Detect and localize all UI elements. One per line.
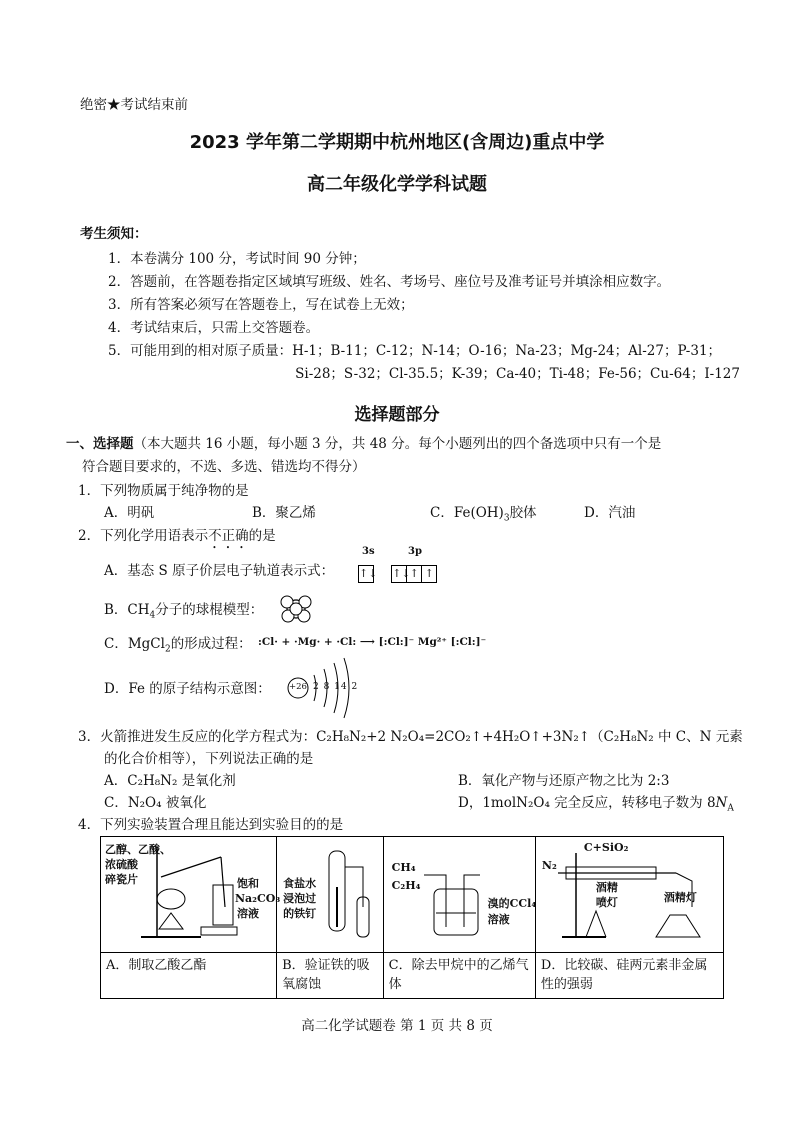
section-title: 选择题部分 — [354, 405, 440, 425]
exam-title: 2023 学年第二学期期中杭州地区(含周边)重点中学 — [189, 132, 605, 153]
notice-item: 1．本卷满分 100 分，考试时间 90 分钟； — [108, 251, 366, 267]
apparatus-d-caption: D．比较碳、硅两元素非金属性的强弱 — [535, 953, 723, 999]
ester-apparatus-icon — [101, 837, 277, 952]
q2-option-c: C．MgCl$_2$的形成过程： — [104, 636, 252, 655]
part1-desc: （本大题共 16 小题，每小题 3 分，共 48 分。每个小题列出的四个备选项中只有一个是 — [133, 436, 662, 452]
apparatus-a-caption: A．制取乙酸乙酯 — [101, 953, 277, 999]
q1-stem: 1．下列物质属于纯净物的是 — [78, 483, 249, 499]
q1-option-c: C．$Fe(OH)_3$胶体 — [430, 505, 537, 524]
q3-option-d: D，1molN₂O₄ 完全反应，转移电子数为 $8N_A$ — [458, 795, 734, 814]
orbital-box: ↑ — [421, 565, 437, 583]
apparatus-b-image: 食盐水 浸泡过 的铁钉 — [277, 837, 384, 953]
q3-stem-1: 3．火箭推进发生反应的化学方程式为：C₂H₈N₂+2 N₂O₄=2CO₂↑+4H₂O↑+3N₂↑（C₂H₈N₂ 中 C、N 元素 — [78, 729, 743, 745]
apparatus-a-image: 乙醇、乙酸、 浓硫酸 碎瓷片 饱和 Na₂CO₃ 溶液 — [101, 837, 277, 953]
notice-item: Si-28；S-32；Cl-35.5；K-39；Ca-40；Ti-48；Fe-56；Cu-64；I-127 — [295, 366, 740, 382]
apparatus-d-image: N₂ C+SiO₂ 酒精 喷灯 酒精灯 — [535, 837, 723, 953]
iron-corrosion-icon — [277, 837, 383, 952]
apparatus-table — [100, 836, 724, 999]
q1-option-b: B．聚乙烯 — [252, 505, 316, 521]
part1-intro — [66, 435, 661, 453]
orbital-box: ↑↓ — [358, 565, 374, 583]
part1-label: 一、选择题 — [66, 436, 134, 452]
exam-subtitle: 高二年级化学学科试题 — [307, 174, 487, 195]
part1-desc-2: 符合题目要求的，不选、多选、错选均不得分） — [82, 459, 366, 475]
orbital-3s-label: 3s — [362, 546, 375, 557]
gas-wash-bottle-icon — [384, 837, 536, 952]
orbital-box: ↑ — [406, 565, 422, 583]
q2-stem: 2．下列化学用语表示不正确的是 — [78, 528, 276, 544]
q1-option-a: A．明矾 — [104, 505, 155, 521]
orbital-box: ↑↓ — [391, 565, 407, 583]
q2-option-a: A．基态 S 原子价层电子轨道表示式： — [104, 563, 335, 579]
ball-stick-model-icon — [276, 592, 316, 626]
apparatus-b-caption: B．验证铁的吸氧腐蚀 — [277, 953, 384, 999]
q2-emphasis: 不正确 — [208, 528, 249, 544]
atom-nucleus: +26 — [289, 682, 307, 692]
apparatus-c-image: CH₄ C₂H₄ 溴的CCl₄ 溶液 — [383, 837, 535, 953]
mgcl2-formation: :Cl· + ·Mg· + ·Cl: ⟶ [:Cl:]⁻ Mg²⁺ [:Cl:]⁻ — [258, 636, 487, 648]
q4-stem: 4．下列实验装置合理且能达到实验目的的是 — [78, 817, 344, 833]
notice-item: 3．所有答案必须写在答题卷上，写在试卷上无效； — [108, 297, 414, 313]
notice-item: 4．考试结束后，只需上交答题卷。 — [108, 320, 320, 336]
q3-stem-2: 的化合价相等），下列说法正确的是 — [104, 751, 314, 767]
q1-option-d: D．汽油 — [584, 505, 636, 521]
orbital-3p-label: 3p — [408, 546, 422, 557]
q2-option-b: B．$CH_4$分子的球棍模型： — [104, 602, 264, 621]
q3-option-b: B．氧化产物与还原产物之比为 2:3 — [458, 773, 670, 789]
secret-label: 绝密★考试结束前 — [80, 97, 188, 113]
orbital-diagram — [358, 563, 436, 583]
notice-heading: 考生须知： — [80, 226, 148, 242]
notice-item: 2．答题前，在答题卷指定区域填写班级、姓名、考场号、座位号及准考证号并填涂相应数字。 — [108, 274, 671, 290]
q3-option-c: C．N₂O₄ 被氧化 — [104, 795, 207, 811]
apparatus-c-caption: C．除去甲烷中的乙烯气体 — [383, 953, 535, 999]
q3-option-a: A．C₂H₈N₂ 是氧化剂 — [104, 773, 236, 789]
q2-option-d: D．Fe 的原子结构示意图： — [104, 681, 271, 697]
notice-item: 5．可能用到的相对原子质量：H-1；B-11；C-12；N-14；O-16；Na-23；Mg-24；Al-27；P-31； — [108, 343, 722, 359]
atom-shells: 2 8 14 2 — [313, 682, 359, 692]
page-footer: 高二化学试题卷 第 1 页 共 8 页 — [301, 1018, 493, 1034]
carbon-silicon-apparatus-icon — [536, 837, 724, 952]
